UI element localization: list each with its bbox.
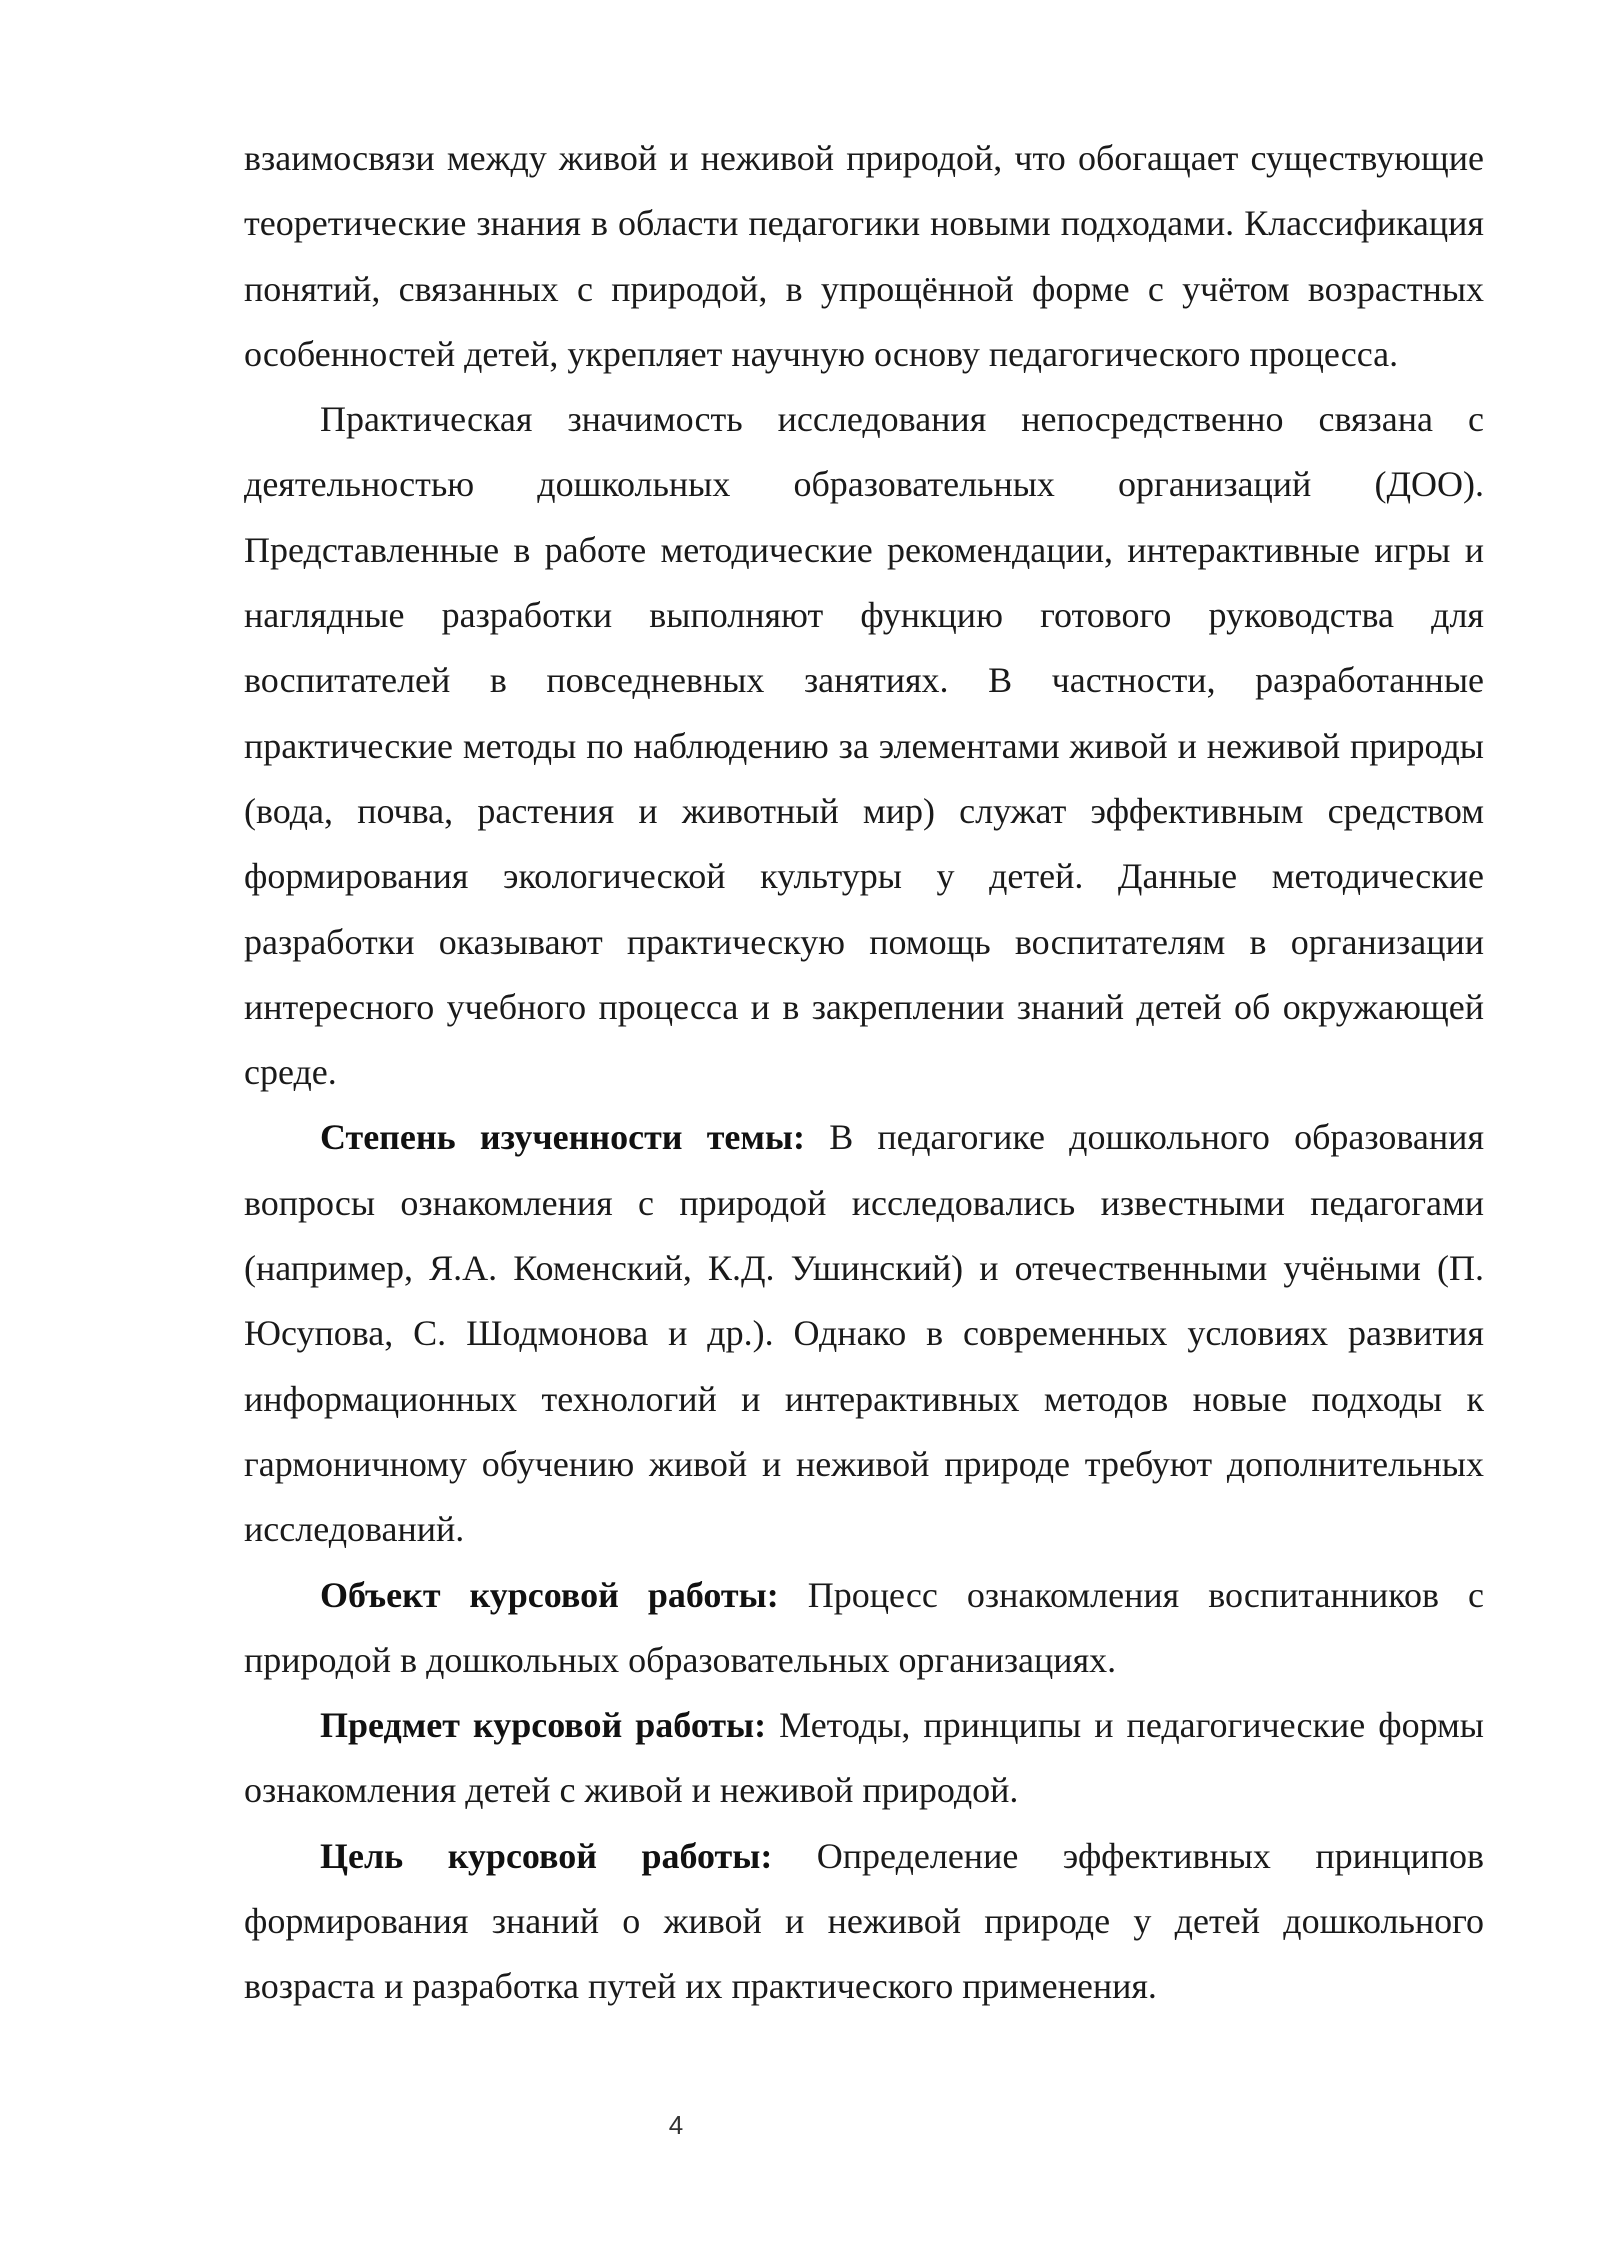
paragraph-text: Практическая значимость исследования непосредственно связана с деятельностью дошкольных образовательных организаций (ДОО). Представленные в работе методические рекомендации, интерактивные игры и наглядные разработки выполняют функцию готового руководства для воспитателей в повседневных занятиях. В частности, разработанные практические методы по наблюдению за элементами живой и неживой природы (вода, почва, растения и животный мир) служат эффективным средством формирования экологической культуры у детей. Данные методические разработки оказывают практическую помощь воспитателям в организации интересного учебного процесса и в закреплении знаний детей об окружающей среде. [244,399,1484,1093]
paragraph-lead-heading: Цель курсовой работы: [320,1835,773,1876]
page-body [244,126,1484,2020]
paragraph-lead-heading: Предмет курсовой работы: [320,1705,767,1746]
paragraph-research-goal [244,1824,1484,2020]
page-number: 4 [668,2110,684,2140]
paragraph-research-subject [244,1693,1484,1824]
paragraph-practical-significance [244,387,1484,1105]
paragraph-text: взаимосвязи между живой и неживой природой, что обогащает существующие теоретические знания в области педагогики новыми подходами. Классификация понятий, связанных с природой, в упрощённой форме с учётом возрастных особенностей детей, укрепляет научную основу педагогического процесса. [244,138,1484,374]
paragraph-text: Определение эффективных принципов формирования знаний о живой и неживой природе у детей дошкольного возраста и разработка путей их практического применения. [244,1835,1484,2007]
paragraph-text: В педагогике дошкольного образования вопросы ознакомления с природой исследовались известными педагогами (например, Я.А. Коменский, К.Д. Ушинский) и отечественными учёными (П. Юсупова, С. Шодмонова и др.). Однако в современных условиях развития информационных технологий и интерактивных методов новые подходы к гармоничному обучению живой и неживой природе требуют дополнительных исследований. [244,1117,1484,1550]
paragraph-text: Методы, принципы и педагогические формы ознакомления детей с живой и неживой природой. [244,1705,1484,1811]
paragraph-theoretical-significance-end [244,126,1484,387]
paragraph-text: Процесс ознакомления воспитанников с природой в дошкольных образовательных организациях. [244,1574,1484,1680]
paragraph-lead-heading: Степень изученности темы: [320,1117,805,1158]
paragraph-degree-of-study [244,1105,1484,1562]
paragraph-lead-heading: Объект курсовой работы: [320,1574,779,1615]
paragraph-research-object [244,1563,1484,1694]
